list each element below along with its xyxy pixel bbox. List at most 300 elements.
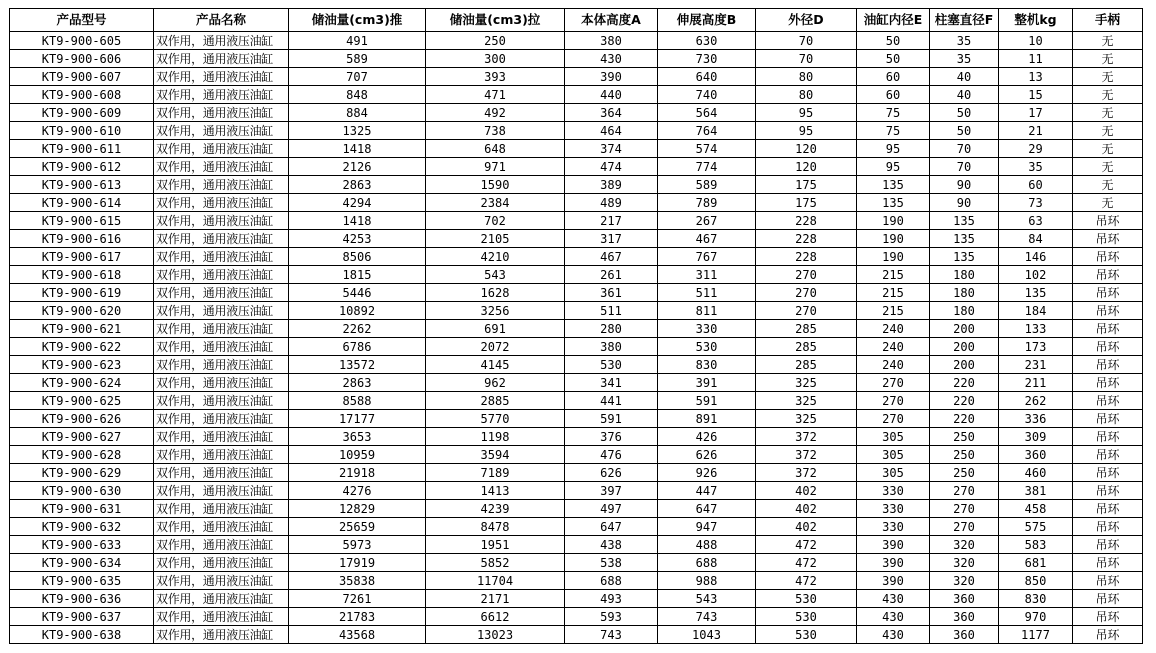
- header-cell-plunger-diameter: 柱塞直径F: [930, 9, 999, 32]
- cell-weight: 13: [999, 68, 1073, 86]
- cell-extended-height: 743: [658, 608, 756, 626]
- cell-body-height: 438: [565, 536, 658, 554]
- table-row: [10, 518, 1143, 536]
- cell-model: KT9-900-620: [10, 302, 154, 320]
- cell-extended-height: 1043: [658, 626, 756, 644]
- cell-handle: 吊环: [1073, 374, 1143, 392]
- cell-plunger-diameter: 70: [930, 140, 999, 158]
- cell-extended-height: 543: [658, 590, 756, 608]
- cell-cylinder-bore: 190: [857, 248, 930, 266]
- cell-oil-push: 2863: [289, 176, 426, 194]
- table-row: [10, 554, 1143, 572]
- cell-model: KT9-900-624: [10, 374, 154, 392]
- cell-product-name: 双作用，通用液压油缸: [154, 140, 289, 158]
- cell-extended-height: 688: [658, 554, 756, 572]
- cell-cylinder-bore: 60: [857, 86, 930, 104]
- cell-model: KT9-900-622: [10, 338, 154, 356]
- cell-plunger-diameter: 200: [930, 320, 999, 338]
- cell-oil-push: 6786: [289, 338, 426, 356]
- cell-plunger-diameter: 270: [930, 518, 999, 536]
- cell-model: KT9-900-609: [10, 104, 154, 122]
- cell-oil-push: 491: [289, 32, 426, 50]
- cell-handle: 吊环: [1073, 320, 1143, 338]
- cell-oil-pull: 11704: [426, 572, 565, 590]
- table-row: [10, 230, 1143, 248]
- cell-oil-push: 2863: [289, 374, 426, 392]
- table-row: [10, 266, 1143, 284]
- cell-cylinder-bore: 190: [857, 212, 930, 230]
- table-row: [10, 248, 1143, 266]
- cell-plunger-diameter: 35: [930, 32, 999, 50]
- cell-handle: 吊环: [1073, 572, 1143, 590]
- cell-weight: 15: [999, 86, 1073, 104]
- table-row: [10, 590, 1143, 608]
- table-row: [10, 464, 1143, 482]
- cell-extended-height: 564: [658, 104, 756, 122]
- cell-oil-push: 2126: [289, 158, 426, 176]
- cell-outer-diameter: 325: [756, 374, 857, 392]
- cell-body-height: 341: [565, 374, 658, 392]
- cell-plunger-diameter: 220: [930, 410, 999, 428]
- cell-weight: 309: [999, 428, 1073, 446]
- cell-model: KT9-900-631: [10, 500, 154, 518]
- cell-oil-push: 7261: [289, 590, 426, 608]
- header-cell-outer-diameter: 外径D: [756, 9, 857, 32]
- cell-handle: 吊环: [1073, 500, 1143, 518]
- cell-outer-diameter: 402: [756, 482, 857, 500]
- cell-model: KT9-900-634: [10, 554, 154, 572]
- cell-extended-height: 926: [658, 464, 756, 482]
- cell-handle: 吊环: [1073, 446, 1143, 464]
- cell-body-height: 280: [565, 320, 658, 338]
- cell-weight: 360: [999, 446, 1073, 464]
- cell-cylinder-bore: 135: [857, 194, 930, 212]
- cell-oil-pull: 543: [426, 266, 565, 284]
- cell-plunger-diameter: 320: [930, 572, 999, 590]
- cell-oil-pull: 1628: [426, 284, 565, 302]
- cell-cylinder-bore: 240: [857, 338, 930, 356]
- cell-outer-diameter: 402: [756, 518, 857, 536]
- cell-outer-diameter: 325: [756, 392, 857, 410]
- cell-body-height: 688: [565, 572, 658, 590]
- cell-product-name: 双作用，通用液压油缸: [154, 572, 289, 590]
- cell-handle: 无: [1073, 86, 1143, 104]
- cell-weight: 146: [999, 248, 1073, 266]
- cell-product-name: 双作用，通用液压油缸: [154, 608, 289, 626]
- cell-outer-diameter: 80: [756, 86, 857, 104]
- cell-model: KT9-900-623: [10, 356, 154, 374]
- cell-extended-height: 830: [658, 356, 756, 374]
- cell-outer-diameter: 80: [756, 68, 857, 86]
- header-cell-weight: 整机kg: [999, 9, 1073, 32]
- cell-outer-diameter: 285: [756, 338, 857, 356]
- header-cell-model: 产品型号: [10, 9, 154, 32]
- cell-cylinder-bore: 75: [857, 122, 930, 140]
- cell-model: KT9-900-628: [10, 446, 154, 464]
- cell-product-name: 双作用，通用液压油缸: [154, 230, 289, 248]
- cell-handle: 无: [1073, 68, 1143, 86]
- cell-oil-push: 4253: [289, 230, 426, 248]
- cell-weight: 17: [999, 104, 1073, 122]
- cell-plunger-diameter: 270: [930, 500, 999, 518]
- cell-oil-pull: 4239: [426, 500, 565, 518]
- cell-model: KT9-900-613: [10, 176, 154, 194]
- cell-model: KT9-900-626: [10, 410, 154, 428]
- cell-weight: 231: [999, 356, 1073, 374]
- cell-extended-height: 311: [658, 266, 756, 284]
- cell-product-name: 双作用，通用液压油缸: [154, 464, 289, 482]
- cell-handle: 吊环: [1073, 536, 1143, 554]
- cell-oil-push: 884: [289, 104, 426, 122]
- cell-oil-push: 707: [289, 68, 426, 86]
- cell-plunger-diameter: 180: [930, 266, 999, 284]
- table-row: [10, 392, 1143, 410]
- cell-cylinder-bore: 270: [857, 392, 930, 410]
- cell-handle: 吊环: [1073, 248, 1143, 266]
- cell-product-name: 双作用，通用液压油缸: [154, 356, 289, 374]
- cell-model: KT9-900-618: [10, 266, 154, 284]
- table-row: [10, 176, 1143, 194]
- cell-oil-push: 1325: [289, 122, 426, 140]
- table-row: [10, 122, 1143, 140]
- cell-model: KT9-900-636: [10, 590, 154, 608]
- cell-oil-push: 1418: [289, 212, 426, 230]
- table-row: [10, 302, 1143, 320]
- cell-model: KT9-900-638: [10, 626, 154, 644]
- cell-product-name: 双作用，通用液压油缸: [154, 374, 289, 392]
- cell-outer-diameter: 228: [756, 212, 857, 230]
- cell-weight: 135: [999, 284, 1073, 302]
- cell-plunger-diameter: 200: [930, 338, 999, 356]
- table-header: [10, 9, 1143, 32]
- cell-weight: 458: [999, 500, 1073, 518]
- cell-extended-height: 640: [658, 68, 756, 86]
- cell-extended-height: 767: [658, 248, 756, 266]
- cell-plunger-diameter: 135: [930, 212, 999, 230]
- cell-outer-diameter: 270: [756, 302, 857, 320]
- cell-oil-pull: 1198: [426, 428, 565, 446]
- cell-outer-diameter: 120: [756, 158, 857, 176]
- cell-product-name: 双作用，通用液压油缸: [154, 410, 289, 428]
- cell-model: KT9-900-633: [10, 536, 154, 554]
- cell-plunger-diameter: 360: [930, 590, 999, 608]
- cell-oil-pull: 971: [426, 158, 565, 176]
- cell-product-name: 双作用，通用液压油缸: [154, 590, 289, 608]
- cell-oil-push: 43568: [289, 626, 426, 644]
- cell-product-name: 双作用，通用液压油缸: [154, 32, 289, 50]
- cell-plunger-diameter: 40: [930, 68, 999, 86]
- cell-weight: 35: [999, 158, 1073, 176]
- cell-model: KT9-900-630: [10, 482, 154, 500]
- cell-cylinder-bore: 270: [857, 410, 930, 428]
- cell-oil-pull: 4145: [426, 356, 565, 374]
- cell-weight: 381: [999, 482, 1073, 500]
- table-row: [10, 194, 1143, 212]
- cell-oil-push: 1815: [289, 266, 426, 284]
- cell-oil-push: 17177: [289, 410, 426, 428]
- table-row: [10, 572, 1143, 590]
- cell-product-name: 双作用，通用液压油缸: [154, 302, 289, 320]
- cell-product-name: 双作用，通用液压油缸: [154, 248, 289, 266]
- cell-cylinder-bore: 50: [857, 32, 930, 50]
- cell-outer-diameter: 530: [756, 590, 857, 608]
- cell-oil-pull: 648: [426, 140, 565, 158]
- cell-oil-push: 5973: [289, 536, 426, 554]
- cell-extended-height: 630: [658, 32, 756, 50]
- cell-cylinder-bore: 330: [857, 500, 930, 518]
- cell-model: KT9-900-612: [10, 158, 154, 176]
- cell-body-height: 467: [565, 248, 658, 266]
- cell-handle: 吊环: [1073, 554, 1143, 572]
- cell-model: KT9-900-637: [10, 608, 154, 626]
- table-row: [10, 140, 1143, 158]
- cell-oil-push: 2262: [289, 320, 426, 338]
- cell-oil-pull: 5770: [426, 410, 565, 428]
- cell-oil-push: 3653: [289, 428, 426, 446]
- cell-plunger-diameter: 220: [930, 374, 999, 392]
- cell-body-height: 464: [565, 122, 658, 140]
- cell-plunger-diameter: 360: [930, 608, 999, 626]
- cell-weight: 970: [999, 608, 1073, 626]
- table-row: [10, 428, 1143, 446]
- table-row: [10, 374, 1143, 392]
- cell-body-height: 380: [565, 32, 658, 50]
- cell-weight: 184: [999, 302, 1073, 320]
- cell-handle: 吊环: [1073, 626, 1143, 644]
- cell-weight: 336: [999, 410, 1073, 428]
- cell-product-name: 双作用，通用液压油缸: [154, 536, 289, 554]
- cell-outer-diameter: 530: [756, 608, 857, 626]
- cell-outer-diameter: 372: [756, 464, 857, 482]
- cell-plunger-diameter: 200: [930, 356, 999, 374]
- cell-plunger-diameter: 90: [930, 176, 999, 194]
- cell-oil-push: 21918: [289, 464, 426, 482]
- cell-handle: 无: [1073, 50, 1143, 68]
- cell-weight: 102: [999, 266, 1073, 284]
- cell-extended-height: 467: [658, 230, 756, 248]
- cell-outer-diameter: 372: [756, 446, 857, 464]
- cell-oil-pull: 1413: [426, 482, 565, 500]
- cell-product-name: 双作用，通用液压油缸: [154, 68, 289, 86]
- cell-cylinder-bore: 240: [857, 356, 930, 374]
- cell-oil-pull: 250: [426, 32, 565, 50]
- cell-oil-push: 848: [289, 86, 426, 104]
- cell-body-height: 374: [565, 140, 658, 158]
- cell-outer-diameter: 228: [756, 230, 857, 248]
- cell-body-height: 380: [565, 338, 658, 356]
- cell-oil-push: 8588: [289, 392, 426, 410]
- cell-handle: 吊环: [1073, 608, 1143, 626]
- cell-weight: 583: [999, 536, 1073, 554]
- cell-plunger-diameter: 135: [930, 230, 999, 248]
- cell-oil-pull: 962: [426, 374, 565, 392]
- cell-plunger-diameter: 70: [930, 158, 999, 176]
- cell-extended-height: 988: [658, 572, 756, 590]
- cell-oil-push: 10892: [289, 302, 426, 320]
- cell-weight: 1177: [999, 626, 1073, 644]
- cell-cylinder-bore: 305: [857, 446, 930, 464]
- cell-oil-pull: 1590: [426, 176, 565, 194]
- cell-oil-push: 4276: [289, 482, 426, 500]
- header-cell-extended-height: 伸展高度B: [658, 9, 756, 32]
- cell-oil-push: 8506: [289, 248, 426, 266]
- cell-weight: 63: [999, 212, 1073, 230]
- table-row: [10, 446, 1143, 464]
- cell-handle: 吊环: [1073, 482, 1143, 500]
- cell-cylinder-bore: 95: [857, 158, 930, 176]
- table-row: [10, 212, 1143, 230]
- table-row: [10, 32, 1143, 50]
- cell-extended-height: 511: [658, 284, 756, 302]
- cell-product-name: 双作用，通用液压油缸: [154, 320, 289, 338]
- cell-body-height: 593: [565, 608, 658, 626]
- cell-cylinder-bore: 430: [857, 608, 930, 626]
- cell-oil-push: 17919: [289, 554, 426, 572]
- cell-product-name: 双作用，通用液压油缸: [154, 266, 289, 284]
- table-row: [10, 68, 1143, 86]
- cell-cylinder-bore: 50: [857, 50, 930, 68]
- cell-outer-diameter: 285: [756, 320, 857, 338]
- cell-model: KT9-900-614: [10, 194, 154, 212]
- cell-oil-pull: 4210: [426, 248, 565, 266]
- cell-oil-pull: 691: [426, 320, 565, 338]
- cell-handle: 无: [1073, 176, 1143, 194]
- cell-product-name: 双作用，通用液压油缸: [154, 284, 289, 302]
- cell-extended-height: 811: [658, 302, 756, 320]
- cell-model: KT9-900-616: [10, 230, 154, 248]
- cell-oil-pull: 2885: [426, 392, 565, 410]
- cell-handle: 无: [1073, 140, 1143, 158]
- cell-body-height: 591: [565, 410, 658, 428]
- cell-body-height: 511: [565, 302, 658, 320]
- cell-model: KT9-900-615: [10, 212, 154, 230]
- cell-weight: 133: [999, 320, 1073, 338]
- cell-extended-height: 488: [658, 536, 756, 554]
- cell-oil-pull: 2105: [426, 230, 565, 248]
- cell-extended-height: 891: [658, 410, 756, 428]
- table-row: [10, 608, 1143, 626]
- cell-handle: 吊环: [1073, 284, 1143, 302]
- cell-oil-pull: 7189: [426, 464, 565, 482]
- cell-plunger-diameter: 320: [930, 536, 999, 554]
- cell-handle: 无: [1073, 104, 1143, 122]
- cell-cylinder-bore: 75: [857, 104, 930, 122]
- cell-model: KT9-900-629: [10, 464, 154, 482]
- cell-product-name: 双作用，通用液压油缸: [154, 554, 289, 572]
- cell-outer-diameter: 95: [756, 122, 857, 140]
- cell-product-name: 双作用，通用液压油缸: [154, 518, 289, 536]
- cell-outer-diameter: 270: [756, 266, 857, 284]
- cell-body-height: 364: [565, 104, 658, 122]
- cell-model: KT9-900-619: [10, 284, 154, 302]
- cell-product-name: 双作用，通用液压油缸: [154, 50, 289, 68]
- cell-plunger-diameter: 135: [930, 248, 999, 266]
- cell-product-name: 双作用，通用液压油缸: [154, 158, 289, 176]
- cell-product-name: 双作用，通用液压油缸: [154, 194, 289, 212]
- cell-plunger-diameter: 250: [930, 446, 999, 464]
- cell-body-height: 217: [565, 212, 658, 230]
- cell-cylinder-bore: 215: [857, 302, 930, 320]
- cell-plunger-diameter: 320: [930, 554, 999, 572]
- cell-extended-height: 740: [658, 86, 756, 104]
- table-body: [10, 32, 1143, 644]
- cell-body-height: 317: [565, 230, 658, 248]
- table-row: [10, 536, 1143, 554]
- cell-extended-height: 589: [658, 176, 756, 194]
- cell-cylinder-bore: 240: [857, 320, 930, 338]
- cell-product-name: 双作用，通用液压油缸: [154, 500, 289, 518]
- cell-oil-pull: 471: [426, 86, 565, 104]
- cell-outer-diameter: 472: [756, 554, 857, 572]
- table-row: [10, 320, 1143, 338]
- cell-oil-pull: 393: [426, 68, 565, 86]
- cell-model: KT9-900-621: [10, 320, 154, 338]
- cell-oil-pull: 3594: [426, 446, 565, 464]
- cell-weight: 830: [999, 590, 1073, 608]
- cell-extended-height: 574: [658, 140, 756, 158]
- cell-handle: 无: [1073, 194, 1143, 212]
- cell-oil-push: 1418: [289, 140, 426, 158]
- table-row: [10, 482, 1143, 500]
- cell-model: KT9-900-608: [10, 86, 154, 104]
- cell-product-name: 双作用，通用液压油缸: [154, 482, 289, 500]
- cell-plunger-diameter: 180: [930, 302, 999, 320]
- cell-extended-height: 626: [658, 446, 756, 464]
- cell-oil-push: 35838: [289, 572, 426, 590]
- cell-product-name: 双作用，通用液压油缸: [154, 104, 289, 122]
- cell-outer-diameter: 175: [756, 194, 857, 212]
- cell-body-height: 489: [565, 194, 658, 212]
- table-row: [10, 104, 1143, 122]
- table-row: [10, 356, 1143, 374]
- cell-oil-push: 12829: [289, 500, 426, 518]
- cell-outer-diameter: 120: [756, 140, 857, 158]
- cell-body-height: 376: [565, 428, 658, 446]
- cell-body-height: 626: [565, 464, 658, 482]
- cell-cylinder-bore: 390: [857, 554, 930, 572]
- header-row: [10, 9, 1143, 32]
- table-row: [10, 158, 1143, 176]
- cell-extended-height: 267: [658, 212, 756, 230]
- table-row: [10, 500, 1143, 518]
- cell-cylinder-bore: 330: [857, 482, 930, 500]
- header-cell-body-height: 本体高度A: [565, 9, 658, 32]
- cell-outer-diameter: 325: [756, 410, 857, 428]
- cell-product-name: 双作用，通用液压油缸: [154, 212, 289, 230]
- cell-model: KT9-900-617: [10, 248, 154, 266]
- table-row: [10, 338, 1143, 356]
- cell-oil-push: 13572: [289, 356, 426, 374]
- cell-oil-pull: 300: [426, 50, 565, 68]
- cell-weight: 21: [999, 122, 1073, 140]
- cell-handle: 无: [1073, 32, 1143, 50]
- cell-oil-push: 21783: [289, 608, 426, 626]
- cell-product-name: 双作用，通用液压油缸: [154, 626, 289, 644]
- cell-body-height: 261: [565, 266, 658, 284]
- cell-outer-diameter: 270: [756, 284, 857, 302]
- cell-body-height: 441: [565, 392, 658, 410]
- cell-outer-diameter: 530: [756, 626, 857, 644]
- table-row: [10, 626, 1143, 644]
- cell-cylinder-bore: 305: [857, 464, 930, 482]
- cell-extended-height: 591: [658, 392, 756, 410]
- cell-extended-height: 764: [658, 122, 756, 140]
- cell-body-height: 497: [565, 500, 658, 518]
- header-cell-oil-capacity-push: 储油量(cm3)推: [289, 9, 426, 32]
- cell-outer-diameter: 402: [756, 500, 857, 518]
- cell-body-height: 530: [565, 356, 658, 374]
- cell-extended-height: 789: [658, 194, 756, 212]
